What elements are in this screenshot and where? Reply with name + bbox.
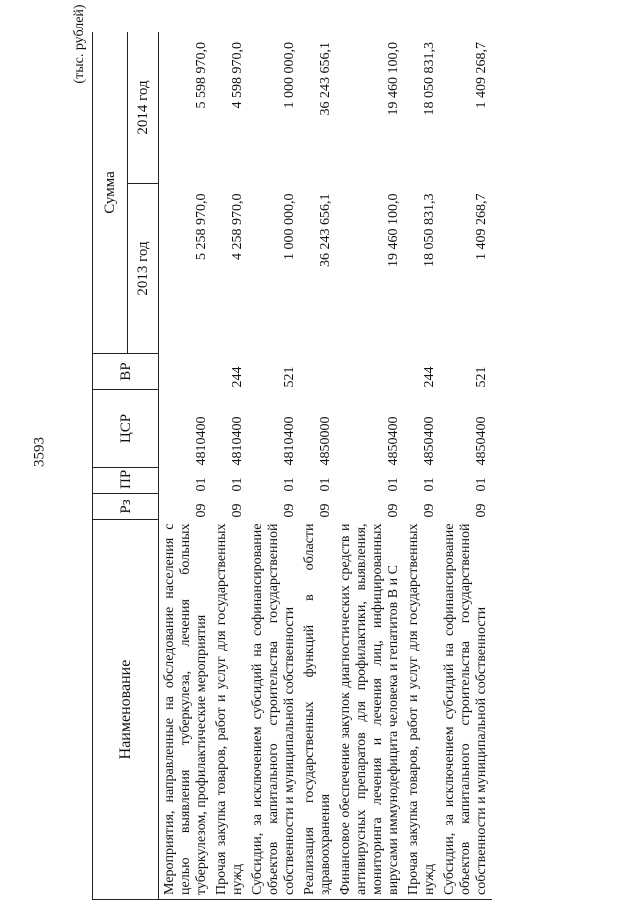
header-rz: Рз: [93, 494, 159, 520]
budget-table: [92, 32, 492, 900]
header-sum: Сумма: [93, 32, 128, 354]
row-pr: 01: [230, 477, 245, 492]
row-pr: 01: [194, 477, 209, 492]
table-row: [300, 32, 336, 900]
row-amount-2013: 1 409 268,7: [474, 193, 489, 260]
units-note: (тыс. рублей): [72, 4, 87, 84]
row-name: Субсидии, за исключением субсидий на софинансирование объектов капитального строительства государственной собственности и муниципальной собственности: [248, 520, 300, 900]
row-vr: [300, 354, 336, 390]
table-row: [248, 32, 300, 900]
row-name: Прочая закупка товаров, работ и услуг для государственных нужд: [404, 520, 440, 900]
table-body: [159, 32, 493, 900]
header-csr: ЦСР: [93, 390, 159, 468]
row-amount-2013: 5 258 970,0: [194, 193, 209, 260]
row-name: Реализация государственных функций в области здравоохранения: [300, 520, 336, 900]
row-name: Прочая закупка товаров, работ и услуг для государственных нужд: [212, 520, 248, 900]
rotated-table-area: [92, 32, 637, 900]
row-csr: 4810400: [230, 416, 245, 466]
row-rz: 09: [282, 503, 297, 518]
budget-table-sheet: [92, 32, 637, 900]
row-amount-2013: 19 460 100,0: [386, 193, 401, 267]
row-amount-2013: 18 050 831,3: [422, 193, 437, 267]
row-name: Финансовое обеспечение закупок диагностических средств и антивирусных препаратов для профилактики, выявления, мониторинга лечения и лечения лиц, инфицированных вирусами иммунодефицита человека и гепатитов В и С: [336, 520, 404, 900]
row-name: Мероприятия, направленные на обследование населения с целью выявления туберкулеза, лечения больных туберкулезом, профилактические мероприятия: [159, 520, 213, 900]
row-csr: 4850400: [474, 416, 489, 466]
row-amount-2014: 18 050 831,3: [404, 32, 440, 184]
row-amount-2013: 4 258 970,0: [230, 193, 245, 260]
header-year-2014: 2014 год: [128, 32, 159, 184]
table-row: [404, 32, 440, 900]
row-amount-2014: 5 598 970,0: [159, 32, 213, 184]
table-row: [336, 32, 404, 900]
row-amount-2014: 1 000 000,0: [248, 32, 300, 184]
row-rz: 09: [386, 503, 401, 518]
row-csr: 4850000: [318, 416, 333, 466]
table-row: [440, 32, 492, 900]
row-vr: 244: [422, 366, 437, 388]
row-csr: 4850400: [422, 416, 437, 466]
row-pr: 01: [318, 477, 333, 492]
row-pr: 01: [422, 477, 437, 492]
row-vr: 521: [282, 366, 297, 388]
row-csr: 4850400: [386, 416, 401, 466]
row-rz: 09: [474, 503, 489, 518]
table-row: [159, 32, 213, 900]
row-rz: 09: [422, 503, 437, 518]
table-row: [212, 32, 248, 900]
row-amount-2014: 36 243 656,1: [300, 32, 336, 184]
row-pr: 01: [474, 477, 489, 492]
row-csr: 4810400: [194, 416, 209, 466]
row-name: Субсидии, за исключением субсидий на софинансирование объектов капитального строительства государственной собственности и муниципальной собственности: [440, 520, 492, 900]
row-vr: [159, 354, 213, 390]
row-vr: 244: [230, 366, 245, 388]
header-year-2013: 2013 год: [128, 184, 159, 354]
header-vr: ВР: [93, 354, 159, 390]
row-rz: 09: [318, 503, 333, 518]
page-number: 3593: [31, 437, 48, 467]
row-amount-2014: 19 460 100,0: [336, 32, 404, 184]
row-pr: 01: [386, 477, 401, 492]
row-amount-2014: 1 409 268,7: [440, 32, 492, 184]
row-vr: 521: [474, 366, 489, 388]
header-name: Наименование: [93, 520, 159, 900]
row-amount-2014: 4 598 970,0: [212, 32, 248, 184]
row-rz: 09: [194, 503, 209, 518]
row-amount-2013: 36 243 656,1: [318, 193, 333, 267]
header-pr: ПР: [93, 468, 159, 494]
row-amount-2013: 1 000 000,0: [282, 193, 297, 260]
row-vr: [336, 354, 404, 390]
row-pr: 01: [282, 477, 297, 492]
row-csr: 4810400: [282, 416, 297, 466]
row-rz: 09: [230, 503, 245, 518]
